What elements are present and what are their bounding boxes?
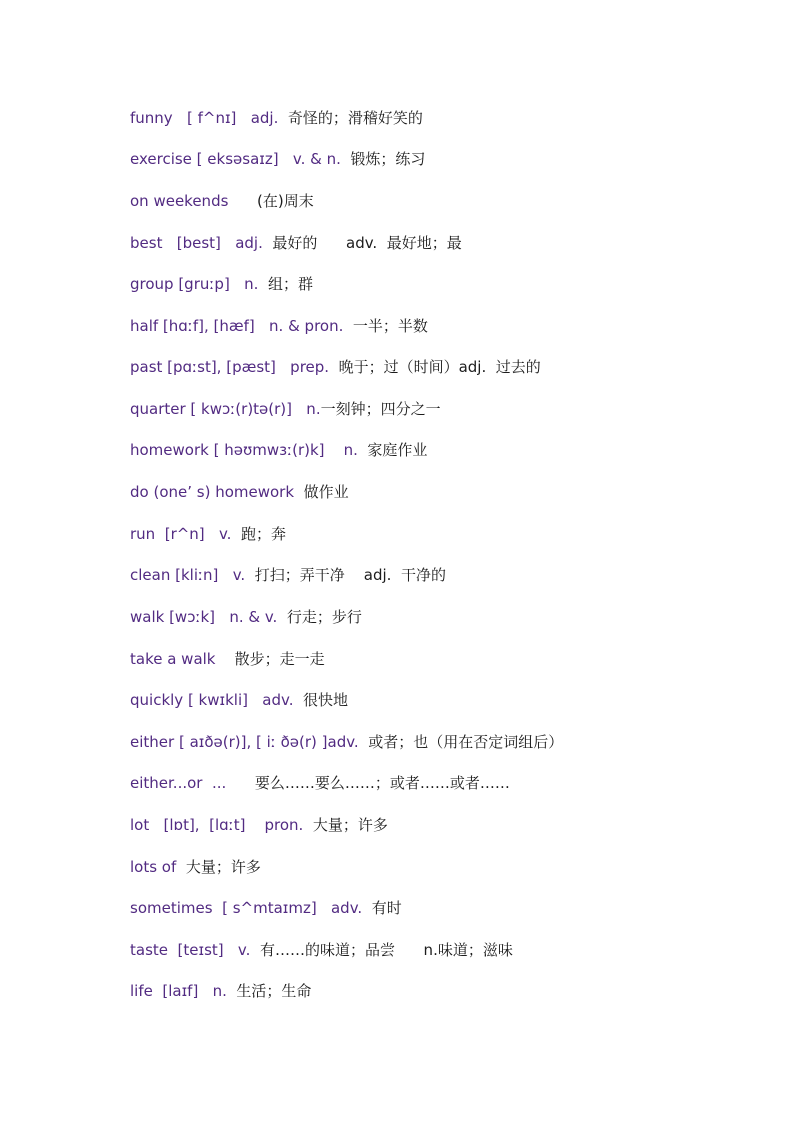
entry-meaning: (在)周末 bbox=[257, 192, 314, 210]
entry-meaning: 组；群 bbox=[267, 275, 313, 293]
vocab-entry bbox=[130, 274, 313, 294]
entry-term: taste [teɪst] v. bbox=[130, 941, 260, 959]
vocab-entry bbox=[130, 108, 423, 128]
entry-meaning: 散步；走一走 bbox=[234, 650, 325, 668]
vocab-entry bbox=[130, 357, 541, 377]
entry-term: life [laɪf] n. bbox=[130, 982, 237, 1000]
entry-term: clean [kliːn] v. bbox=[130, 566, 255, 584]
entry-meaning: 家庭作业 bbox=[367, 441, 428, 459]
entry-meaning: 生活；生命 bbox=[236, 982, 312, 1000]
entry-term: past [pɑːst], [pæst] prep. bbox=[130, 358, 339, 376]
entry-meaning: 做作业 bbox=[303, 483, 349, 501]
entry-meaning: 很快地 bbox=[303, 691, 349, 709]
entry-meaning: 大量；许多 bbox=[312, 816, 388, 834]
entry-term: run [r^n] v. bbox=[130, 525, 241, 543]
entry-term: lots of bbox=[130, 858, 186, 876]
vocab-entry bbox=[130, 233, 462, 253]
entry-meaning: 打扫；弄干净 adj. 干净的 bbox=[254, 566, 446, 584]
entry-meaning: 行走；步行 bbox=[286, 608, 362, 626]
entry-meaning: 晚于；过（时间）adj. 过去的 bbox=[338, 358, 541, 376]
entry-meaning: 一半；半数 bbox=[352, 317, 428, 335]
entry-meaning: 最好的 adv. 最好地；最 bbox=[272, 234, 462, 252]
vocab-entry bbox=[130, 316, 428, 336]
vocab-entry bbox=[130, 732, 563, 752]
entry-meaning: 有时 bbox=[371, 899, 402, 917]
vocab-entry bbox=[130, 773, 510, 793]
entry-term: homework [ həʊmwɜː(r)k] n. bbox=[130, 441, 368, 459]
entry-meaning: 有……的味道；品尝 n.味道；滋味 bbox=[259, 941, 513, 959]
entry-term: quickly [ kwɪkli] adv. bbox=[130, 691, 303, 709]
entry-meaning: 锻炼；练习 bbox=[350, 150, 426, 168]
entry-term: exercise [ eksəsaɪz] v. & n. bbox=[130, 150, 351, 168]
vocab-entry bbox=[130, 399, 441, 419]
entry-term: sometimes [ s^mtaɪmz] adv. bbox=[130, 899, 372, 917]
entry-term: lot [lɒt], [lɑːt] pron. bbox=[130, 816, 313, 834]
entry-meaning: 奇怪的；滑稽好笑的 bbox=[287, 109, 423, 127]
vocab-entry bbox=[130, 857, 261, 877]
entry-term: on weekends bbox=[130, 192, 258, 210]
entry-term: funny [ f^nɪ] adj. bbox=[130, 109, 288, 127]
vocab-entry bbox=[130, 607, 362, 627]
entry-term: best [best] adj. bbox=[130, 234, 273, 252]
vocab-entry bbox=[130, 482, 349, 502]
entry-term: quarter [ kwɔː(r)tə(r)] n. bbox=[130, 400, 321, 418]
vocab-entry bbox=[130, 815, 388, 835]
entry-meaning: 一刻钟；四分之一 bbox=[320, 400, 441, 418]
vocab-entry bbox=[130, 191, 314, 211]
vocab-entry bbox=[130, 690, 348, 710]
vocab-entry bbox=[130, 149, 425, 169]
entry-meaning: 跑；奔 bbox=[240, 525, 286, 543]
entry-term: half [hɑːf], [hæf] n. & pron. bbox=[130, 317, 353, 335]
vocab-entry bbox=[130, 524, 286, 544]
vocab-entry bbox=[130, 898, 402, 918]
entry-meaning: 要么……要么……；或者……或者…… bbox=[254, 774, 510, 792]
entry-term: take a walk bbox=[130, 650, 235, 668]
entry-term: group [gruːp] n. bbox=[130, 275, 268, 293]
vocab-entry bbox=[130, 649, 325, 669]
entry-meaning: 或者；也（用在否定词组后） bbox=[368, 733, 564, 751]
vocab-entry bbox=[130, 940, 513, 960]
entry-term: walk [wɔːk] n. & v. bbox=[130, 608, 287, 626]
entry-term: either [ aɪðə(r)], [ iː ðə(r) ]adv. bbox=[130, 733, 369, 751]
entry-meaning: 大量；许多 bbox=[185, 858, 261, 876]
vocab-entry bbox=[130, 565, 446, 585]
vocab-entry bbox=[130, 440, 427, 460]
vocab-entry bbox=[130, 981, 311, 1001]
entry-term: do (one’ s) homework bbox=[130, 483, 304, 501]
entry-term: either...or ... bbox=[130, 774, 255, 792]
